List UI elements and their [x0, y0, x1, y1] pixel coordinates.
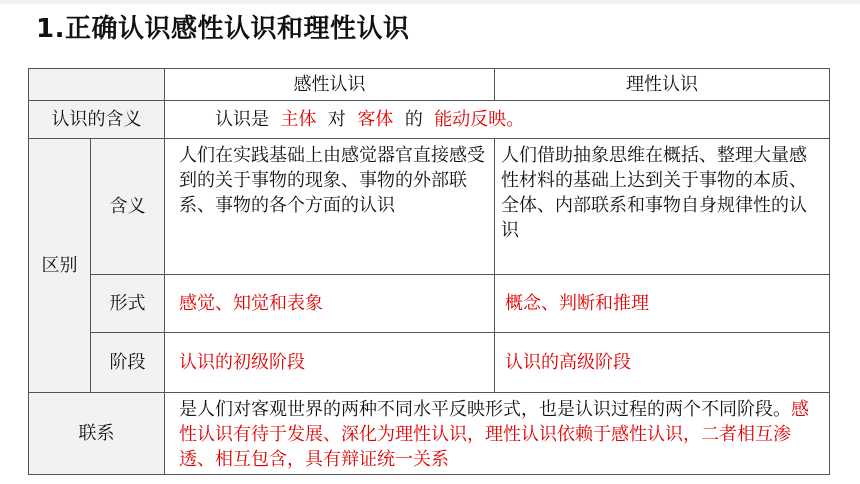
page-title: 1.正确认识感性认识和理性认识 [36, 14, 410, 44]
comparison-table [28, 68, 830, 475]
meaning-de: 的 [404, 109, 423, 130]
difference-row-meaning [29, 139, 830, 275]
header-empty-cell [29, 69, 165, 101]
rational-form: 概念、判断和推理 [495, 275, 830, 333]
rational-definition: 人们借助抽象思维在概括、整理大量感性材料的基础上达到关于事物的本质、全体、内部联系和事物自身规律性的认识 [495, 139, 830, 275]
relation-row [29, 393, 830, 475]
relation-content [165, 393, 830, 475]
header-row [29, 69, 830, 101]
rational-stage: 认识的高级阶段 [495, 333, 830, 393]
diff-label-form: 形式 [91, 275, 165, 333]
difference-label: 区别 [29, 139, 91, 393]
meaning-reflection: 能动反映。 [434, 109, 525, 130]
meaning-label: 认识的含义 [29, 101, 165, 139]
perceptual-definition: 人们在实践基础上由感觉器官直接感受到的关于事物的现象、事物的外部联系、事物的各个方面的认识 [165, 139, 495, 275]
meaning-row [29, 101, 830, 139]
difference-row-form [29, 275, 830, 333]
perceptual-form: 感觉、知觉和表象 [165, 275, 495, 333]
top-bar [0, 0, 860, 4]
relation-label: 联系 [29, 393, 165, 475]
perceptual-stage: 认识的初级阶段 [165, 333, 495, 393]
diff-label-meaning: 含义 [91, 139, 165, 275]
relation-text-black: 是人们对客观世界的两种不同水平反映形式，也是认识过程的两个不同阶段。 [179, 399, 791, 420]
difference-row-stage [29, 333, 830, 393]
diff-label-stage: 阶段 [91, 333, 165, 393]
meaning-prefix: 认识是 [215, 109, 269, 130]
meaning-object: 客体 [357, 109, 394, 130]
meaning-dui: 对 [327, 109, 346, 130]
meaning-subject: 主体 [280, 109, 317, 130]
meaning-content [165, 101, 830, 139]
relation-text-red: 感性认识有待于发展、深化为理性认识，理性认识依赖于感性认识，二者相互渗透、相互包含，具有辩证统一关系 [179, 399, 809, 470]
header-rational: 理性认识 [495, 69, 830, 101]
header-perceptual: 感性认识 [165, 69, 495, 101]
